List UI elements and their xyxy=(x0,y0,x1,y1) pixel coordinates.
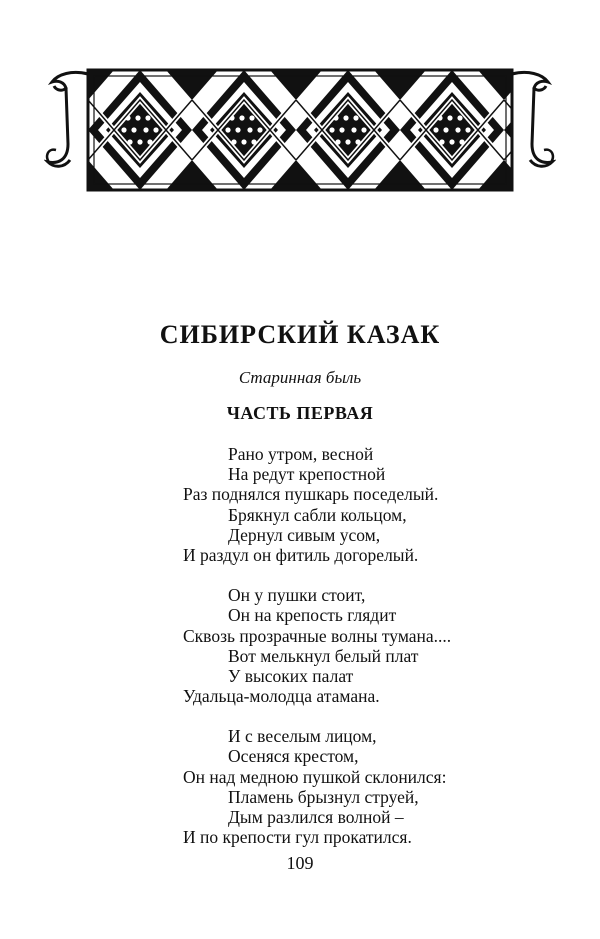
poem-line: И с веселым лицом, xyxy=(228,726,377,747)
subtitle: Старинная быль xyxy=(238,368,362,387)
poem-line: Дым разлился волной – xyxy=(228,807,404,827)
poem-line: Сквозь прозрачные волны тумана.... xyxy=(183,625,452,646)
poem-line: У высоких палат xyxy=(228,665,354,686)
poem-line: Удальца-молодца атамана. xyxy=(183,686,380,707)
part-heading: ЧАСТЬ ПЕРВАЯ xyxy=(226,403,374,423)
poem-line: Дернул сивым усом, xyxy=(228,524,381,545)
poem-line: На редут крепостной xyxy=(228,464,386,485)
stanza xyxy=(0,585,600,706)
poem-line: Раз поднялся пушкарь поседелый. xyxy=(183,484,439,505)
stanza xyxy=(0,444,600,565)
poem-line: Он на крепость глядит xyxy=(228,605,397,626)
celtic-knot-band-icon xyxy=(44,64,556,198)
poem-line: Рано утром, весной xyxy=(228,444,374,464)
stanza xyxy=(0,726,600,847)
page-title: СИБИРСКИЙ КАЗАК xyxy=(159,320,441,349)
poem-line: Брякнул сабли кольцом, xyxy=(228,504,407,525)
page-number: 109 xyxy=(286,853,314,873)
poem-line: И по крепости гул прокатился. xyxy=(183,827,412,848)
poem-line: Осеняся крестом, xyxy=(228,746,359,767)
poem-line: Пламень брызнул струей, xyxy=(228,786,419,807)
poem-body xyxy=(0,444,600,867)
poem-line: И раздул он фитиль догорелый. xyxy=(183,544,419,565)
poem-line: Он над медною пушкой склонился: xyxy=(183,766,447,787)
poem-line: Он у пушки стоит, xyxy=(228,585,366,606)
poem-line: Вот мелькнул белый плат xyxy=(228,645,419,666)
